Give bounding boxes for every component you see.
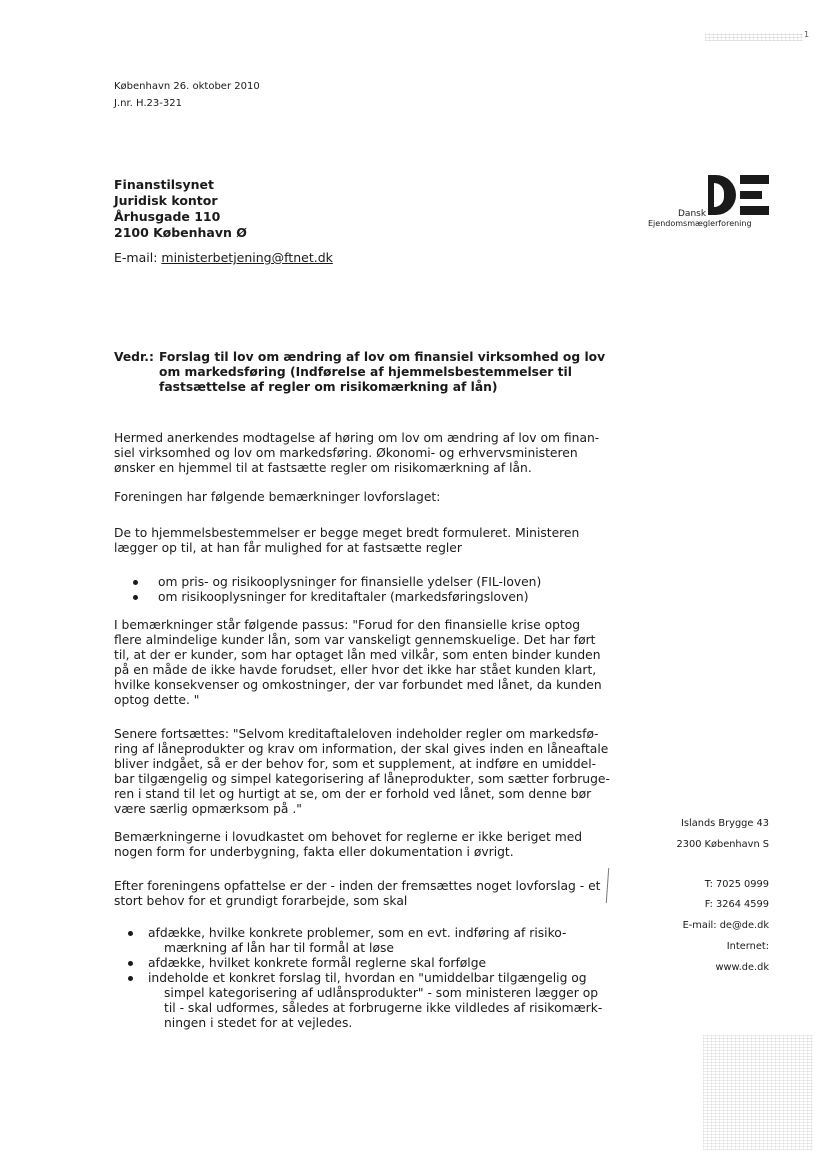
page-number: 1 xyxy=(804,30,809,39)
text-line: ring af låneprodukter og krav om information, der skal gives inden en låneaftale xyxy=(114,742,609,756)
recipient-name: Finanstilsynet xyxy=(114,177,214,192)
text-line: Senere fortsættes: "Selvom kreditaftaleloven indeholder regler om markedsfø- xyxy=(114,727,599,741)
sidebar-web: www.de.dk xyxy=(715,962,769,973)
sidebar-city: 2300 København S xyxy=(676,839,769,850)
recipient-address xyxy=(114,177,247,241)
text-line: optog dette. " xyxy=(114,693,200,707)
subject-label: Vedr.: xyxy=(114,350,154,364)
logo-e-top xyxy=(740,175,769,184)
list-item: indeholde et konkret forslag til, hvordan en "umiddelbar tilgængelig og simpel kategorisering af udlånsprodukter" - som ministeren lægger op til - skal udformes, således at forbrugerne ikke vildledes af risikomærk- ningen i stedet for at vejledes. xyxy=(148,971,602,1031)
recipient-city: 2100 København Ø xyxy=(114,225,247,240)
text-line: Efter foreningens opfattelse er der - inden der fremsættes noget lovforslag - et xyxy=(114,879,601,893)
text-line: siel virksomhed og lov om markedsføring. Økonomi- og erhvervsministeren xyxy=(114,446,578,460)
text-line: flere almindelige kunder lån, som var vanskeligt gennemskuelige. Det har ført xyxy=(114,633,596,647)
list-item: afdække, hvilket konkrete formål reglerne skal forfølge xyxy=(148,956,602,971)
paragraph-quote-remarks xyxy=(114,618,602,708)
text-line: ønsker en hjemmel til at fastsætte regler om risikomærkning af lån. xyxy=(114,461,532,475)
recipient-department: Juridisk kontor xyxy=(114,193,218,208)
text-line: Hermed anerkendes modtagelse af høring om lov om ændring af lov om finan- xyxy=(114,431,600,445)
bullet-icon xyxy=(128,961,133,966)
place-date: København 26. oktober 2010 xyxy=(114,81,260,92)
recipient-email-link[interactable]: ministerbetjening@ftnet.dk xyxy=(161,250,333,265)
subject-line: om markedsføring (Indførelse af hjemmelsbestemmelser til xyxy=(159,365,572,379)
text-line: nogen form for underbygning, fakta eller dokumentation i øvrigt. xyxy=(114,845,514,859)
sidebar-internet-label: Internet: xyxy=(726,941,769,952)
paragraph-preparation xyxy=(114,879,600,909)
text-line: De to hjemmelsbestemmelser er begge meget bredt formuleret. Ministeren xyxy=(114,526,580,540)
sidebar-phone: T: 7025 0999 xyxy=(704,879,769,890)
text-line: bar tilgængelig og simpel kategorisering af låneprodukter, som sætter forbruge- xyxy=(114,772,610,786)
bullet-icon xyxy=(128,976,133,981)
bullet-icon xyxy=(133,580,138,585)
text-line: til, at der er kunder, som har optaget lån med vilkår, som enten binder kunden xyxy=(114,648,601,662)
paragraph-acknowledgement xyxy=(114,431,604,476)
list-item: afdække, hvilke konkrete problemer, som en evt. indføring af risiko- mærkning af lån har til formål at løse xyxy=(148,926,602,956)
subject-text xyxy=(159,350,605,395)
scan-stamp-artifact xyxy=(703,1035,813,1150)
text-line: Bemærkningerne i lovudkastet om behovet for reglerne er ikke beriget med xyxy=(114,830,583,844)
sidebar-street: Islands Brygge 43 xyxy=(681,818,769,829)
provisions-list xyxy=(158,575,541,605)
margin-mark xyxy=(606,868,609,903)
bullet-icon xyxy=(133,595,138,600)
subject-line: Forslag til lov om ændring af lov om finansiel virksomhed og lov xyxy=(159,350,606,364)
paragraph-intro-remarks xyxy=(114,490,440,505)
text-line: hvilke konsekvenser og omkostninger, der var forbundet med lånet, da kunden xyxy=(114,678,602,692)
subject-line: fastsættelse af regler om risikomærkning af lån) xyxy=(159,380,498,394)
text-line: bliver indgået, så er der behov for, som et supplement, at indføre en umiddel- xyxy=(114,757,597,771)
recipient-email-line xyxy=(114,250,333,265)
text-line: være særlig opmærksom på ." xyxy=(114,802,302,816)
text-line: ren i stand til let og hurtigt at se, om der er forhold ved lånet, som denne bør xyxy=(114,787,592,801)
sidebar-fax: F: 3264 4599 xyxy=(704,899,769,910)
preparation-list xyxy=(148,926,602,1031)
email-label: E-mail: xyxy=(114,250,162,265)
recipient-street: Århusgade 110 xyxy=(114,209,221,224)
text-line: på en måde de ikke havde forudset, eller hvor det ikke har stået kunden klart, xyxy=(114,663,597,677)
logo-e-middle xyxy=(740,191,762,199)
text-line: Foreningen har følgende bemærkninger lovforslaget: xyxy=(114,490,441,504)
journal-number: J.nr. H.23-321 xyxy=(114,98,182,109)
de-logo xyxy=(648,172,773,232)
logo-text-dansk: Dansk xyxy=(678,209,707,219)
paragraph-quote-continued xyxy=(114,727,610,817)
list-item: om risikooplysninger for kreditaftaler (markedsføringsloven) xyxy=(158,590,541,605)
paragraph-provisions xyxy=(114,526,579,556)
text-line: lægger op til, at han får mulighed for at fastsætte regler xyxy=(114,541,462,555)
text-line: stort behov for et grundigt forarbejde, som skal xyxy=(114,894,408,908)
logo-e-bottom xyxy=(740,206,769,215)
bullet-icon xyxy=(128,931,133,936)
list-item: om pris- og risikooplysninger for finansielle ydelser (FIL-loven) xyxy=(158,575,541,590)
logo-text-foreningen: Ejendomsmæglerforening xyxy=(648,219,752,228)
text-line: I bemærkninger står følgende passus: "Forud for den finansielle krise optog xyxy=(114,618,581,632)
sidebar-email: E-mail: de@de.dk xyxy=(682,920,769,931)
paragraph-no-documentation xyxy=(114,830,582,860)
scan-artifact xyxy=(705,33,803,41)
